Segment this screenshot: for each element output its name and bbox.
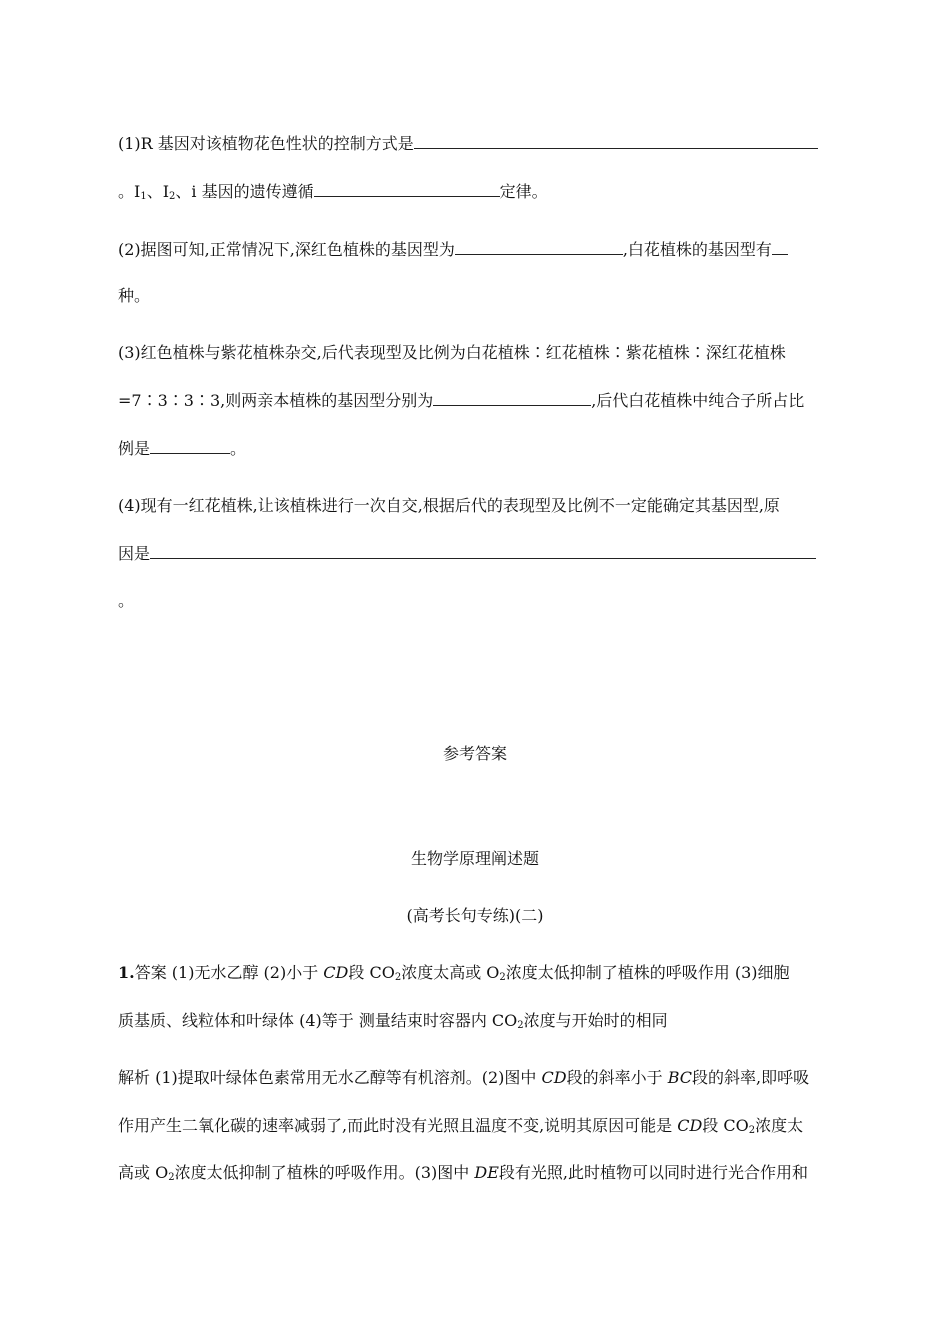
q1-line1: (1)R 基因对该植物花色性状的控制方式是: [118, 132, 818, 155]
answer-blank[interactable]: [455, 238, 623, 255]
q3-line1: (3)红色植株与紫花植株杂交,后代表现型及比例为白花植株∶红花植株∶紫花植株∶深红花植株: [118, 343, 786, 362]
q4-line2: 因是: [118, 542, 816, 565]
section-title: 生物学原理阐述题: [410, 849, 539, 868]
q3-line2: =7∶3∶3∶3,则两亲本植株的基因型分别为 ,后代白花植株中纯合子所占比: [118, 391, 805, 410]
answer-blank[interactable]: [150, 437, 230, 454]
analysis-line1: 解析 (1)提取叶绿体色素常用无水乙醇等有机溶剂。(2)图中 CD段的斜率小于 BC段的斜率,即呼吸: [118, 1068, 810, 1087]
analysis-line3: 高或 $O_2$浓度太低抑制了植株的呼吸作用。(3)图中 DE段有光照,此时植物可以同时进行光合作用和: [118, 1163, 808, 1183]
q3-line3: 例是 。: [118, 439, 247, 458]
q1-line2: 。$I_1$、$I_2$、i 基因的遗传遵循 定律。: [118, 182, 548, 202]
answer1-line1: 1.答案 (1)无水乙醇 (2)小于 CD段 $CO_2$浓度太高或 $O_2$浓度太低抑制了植株的呼吸作用 (3)细胞: [118, 963, 790, 983]
answer-blank[interactable]: [314, 180, 500, 197]
q4-line1: (4)现有一红花植株,让该植株进行一次自交,根据后代的表现型及比例不一定能确定其基因型,原: [118, 496, 780, 515]
section-subtitle: (高考长句专练)(二): [406, 906, 544, 925]
answers-heading: 参考答案: [442, 744, 507, 763]
q4-line3: 。: [118, 591, 135, 610]
answer-blank[interactable]: [433, 389, 591, 406]
q2-line2: 种。: [118, 286, 151, 305]
q2-line1: (2)据图可知,正常情况下,深红色植株的基因型为 ,白花植株的基因型有: [118, 238, 788, 261]
answer-blank[interactable]: [772, 238, 788, 255]
answer1-line2: 质基质、线粒体和叶绿体 (4)等于 测量结束时容器内 $CO_2$浓度与开始时的相同: [118, 1011, 668, 1031]
answer-blank[interactable]: [150, 542, 816, 559]
analysis-line2: 作用产生二氧化碳的速率减弱了,而此时没有光照且温度不变,说明其原因可能是 CD段 $CO_2$浓度太: [118, 1116, 804, 1136]
answer-blank[interactable]: [414, 132, 818, 149]
